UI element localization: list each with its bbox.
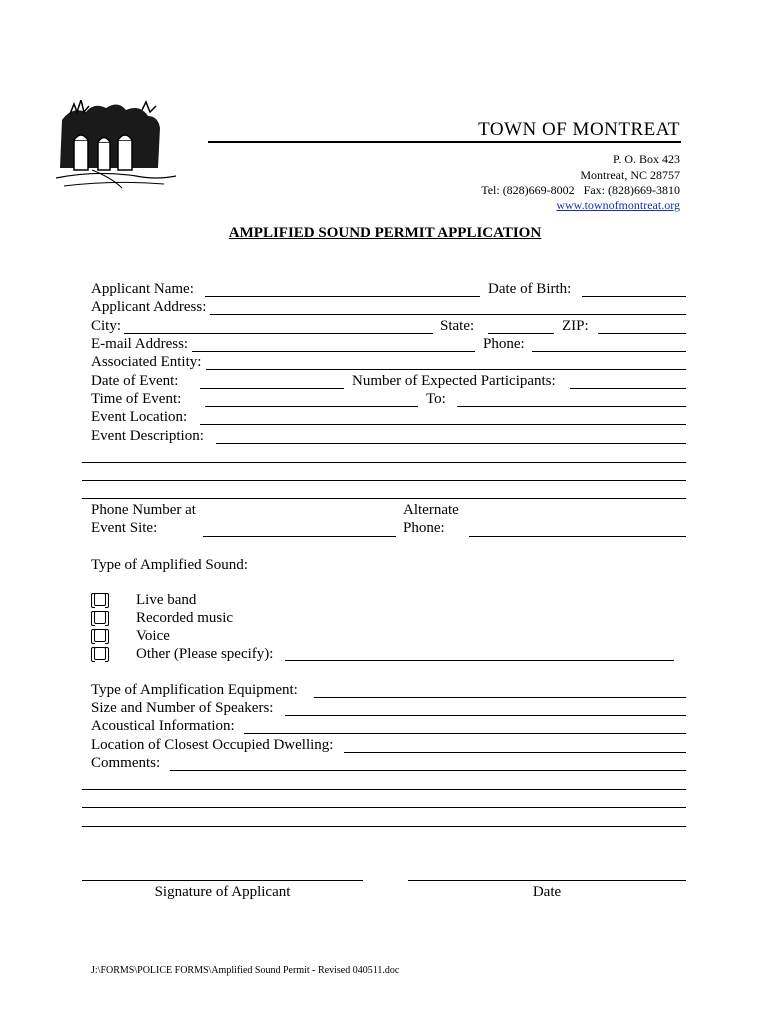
expected-participants-input[interactable] <box>570 388 686 389</box>
footer-file-path: J:\FORMS\POLICE FORMS\Amplified Sound Permit - Revised 040511.doc <box>91 965 400 976</box>
to-label: To: <box>426 391 446 407</box>
event-location-label: Event Location: <box>91 409 188 425</box>
other-specify-input[interactable] <box>285 660 674 661</box>
associated-entity-input[interactable] <box>206 369 686 370</box>
form-title: AMPLIFIED SOUND PERMIT APPLICATION <box>228 225 542 241</box>
acoustical-label: Acoustical Information: <box>91 718 235 734</box>
website-link[interactable]: www.townofmontreat.org <box>556 198 680 212</box>
closest-dwelling-label: Location of Closest Occupied Dwelling: <box>91 737 334 753</box>
city-input[interactable] <box>124 333 433 334</box>
email-input[interactable] <box>192 351 475 352</box>
speakers-input[interactable] <box>285 715 686 716</box>
zip-label: ZIP: <box>562 318 589 334</box>
voice-checkbox[interactable] <box>94 629 106 642</box>
equipment-input[interactable] <box>314 697 686 698</box>
zip-input[interactable] <box>598 333 686 334</box>
expected-participants-label: Number of Expected Participants: <box>352 373 556 389</box>
event-description-line-3[interactable] <box>82 480 686 481</box>
event-description-line-4[interactable] <box>82 498 686 499</box>
voice-label: Voice <box>136 628 170 644</box>
date-of-event-input[interactable] <box>200 388 344 389</box>
comments-line-3[interactable] <box>82 807 686 808</box>
city-label: City: <box>91 318 122 334</box>
po-box: P. O. Box 423 <box>612 152 680 166</box>
event-description-line-2[interactable] <box>82 462 686 463</box>
event-description-label: Event Description: <box>91 428 204 444</box>
date-of-event-label: Date of Event: <box>91 373 179 389</box>
live-band-label: Live band <box>136 592 197 608</box>
date-of-birth-input[interactable] <box>582 296 686 297</box>
recorded-music-checkbox[interactable] <box>94 611 106 624</box>
town-landscape-logo <box>52 100 182 195</box>
time-to-input[interactable] <box>457 406 686 407</box>
alternate-phone-input[interactable] <box>469 536 686 537</box>
speakers-label: Size and Number of Speakers: <box>91 700 274 716</box>
applicant-address-label: Applicant Address: <box>91 299 207 315</box>
state-label: State: <box>440 318 475 334</box>
alternate-phone-label-2: Phone: <box>403 520 445 536</box>
closest-dwelling-input[interactable] <box>344 752 686 753</box>
time-of-event-label: Time of Event: <box>91 391 182 407</box>
state-input[interactable] <box>488 333 554 334</box>
date-label: Date <box>532 884 562 900</box>
comments-label: Comments: <box>91 755 161 771</box>
applicant-address-input[interactable] <box>210 314 686 315</box>
city-state: Montreat, NC 28757 <box>580 168 680 182</box>
type-of-sound-label: Type of Amplified Sound: <box>91 557 248 573</box>
applicant-name-input[interactable] <box>205 296 480 297</box>
phone-fax: Tel: (828)669-8002 Fax: (828)669-3810 <box>481 183 680 197</box>
other-label: Other (Please specify): <box>136 646 274 662</box>
phone-at-site-label-1: Phone Number at <box>91 502 196 518</box>
time-of-event-input[interactable] <box>205 406 418 407</box>
signature-label: Signature of Applicant <box>154 884 291 900</box>
live-band-checkbox[interactable] <box>94 593 106 606</box>
email-label: E-mail Address: <box>91 336 189 352</box>
event-location-input[interactable] <box>200 424 686 425</box>
header-rule <box>208 141 681 143</box>
associated-entity-label: Associated Entity: <box>91 354 202 370</box>
phone-input[interactable] <box>532 351 686 352</box>
date-line[interactable] <box>408 880 686 881</box>
comments-line-4[interactable] <box>82 826 686 827</box>
other-checkbox[interactable] <box>94 647 106 660</box>
date-of-birth-label: Date of Birth: <box>488 281 572 297</box>
phone-at-site-label-2: Event Site: <box>91 520 158 536</box>
town-name: TOWN OF MONTREAT <box>478 119 680 140</box>
applicant-name-label: Applicant Name: <box>91 281 194 297</box>
alternate-phone-label-1: Alternate <box>403 502 459 518</box>
comments-line-2[interactable] <box>82 789 686 790</box>
recorded-music-label: Recorded music <box>136 610 234 626</box>
signature-line[interactable] <box>82 880 363 881</box>
event-description-input[interactable] <box>216 443 686 444</box>
phone-label: Phone: <box>483 336 525 352</box>
acoustical-input[interactable] <box>244 733 686 734</box>
phone-at-site-input[interactable] <box>203 536 396 537</box>
comments-input[interactable] <box>170 770 686 771</box>
equipment-label: Type of Amplification Equipment: <box>91 682 298 698</box>
